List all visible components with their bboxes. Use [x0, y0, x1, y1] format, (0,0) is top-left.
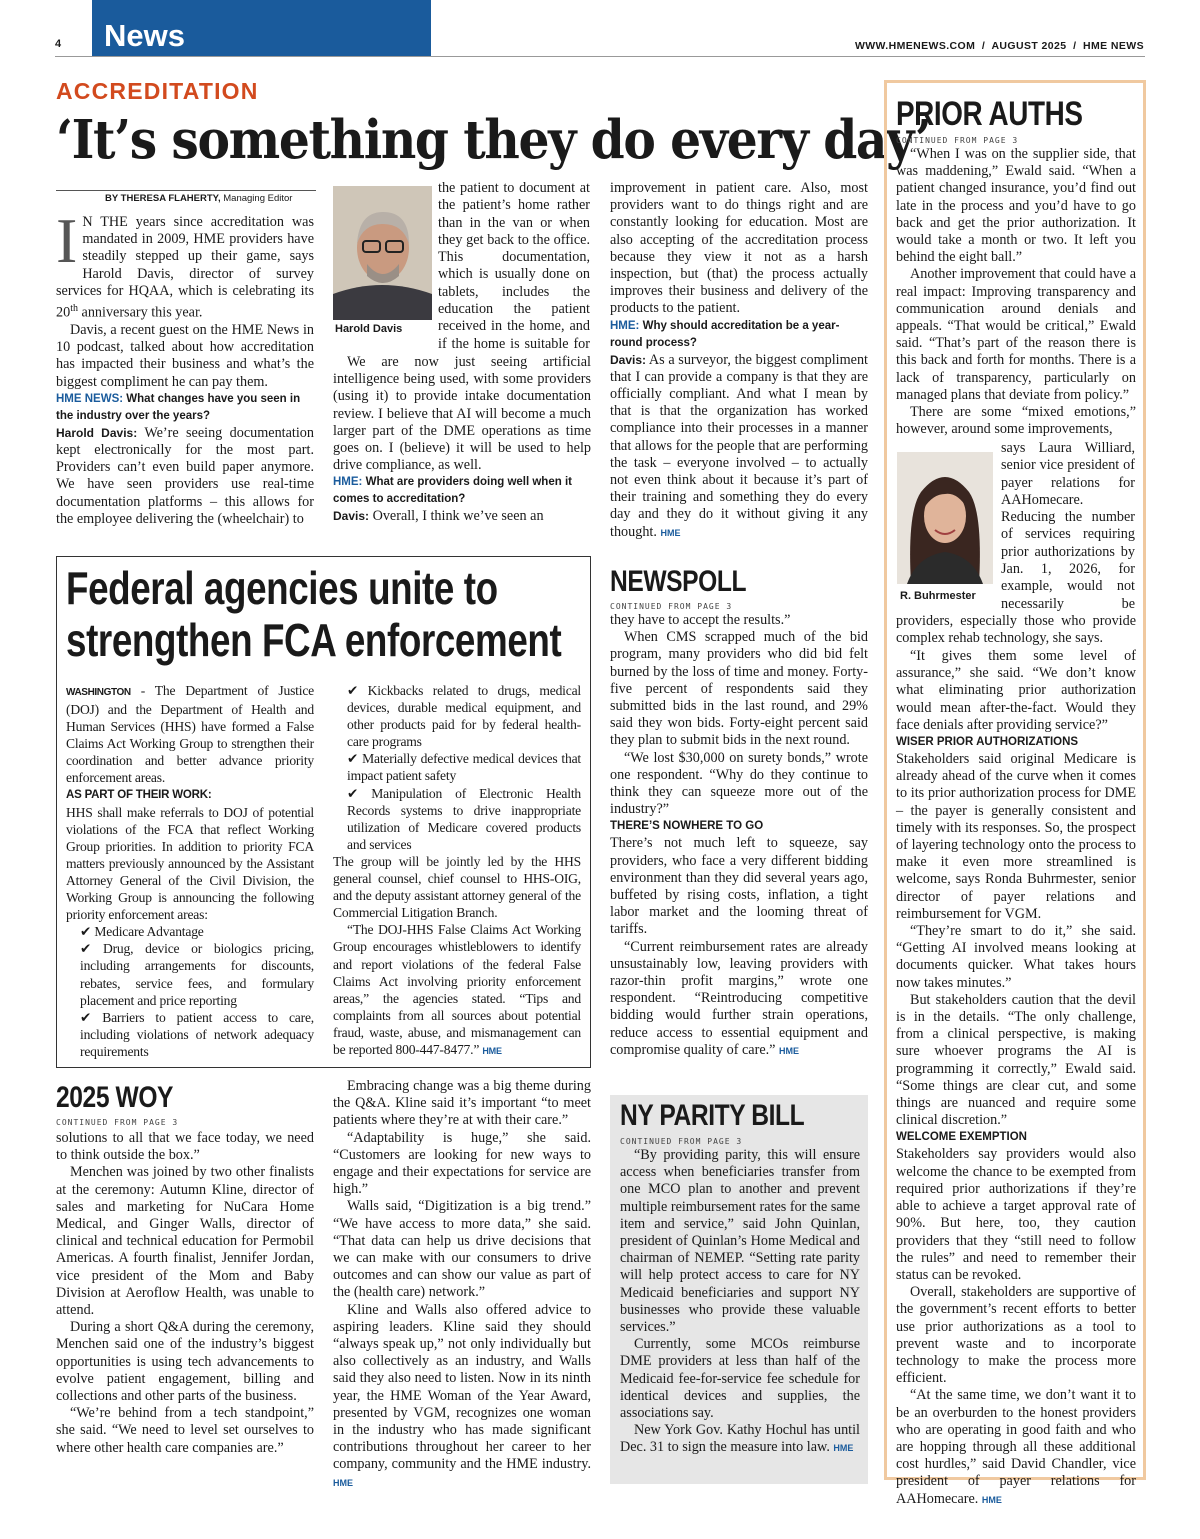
prior-auths-column-c	[896, 613, 1136, 647]
prior-auths-subhead: WISER PRIOR AUTHORIZATIONS	[896, 736, 1079, 749]
prior-auths-paragraph: Stakeholders say providers would also welcome the chance to be exempted from required prior authorizations if they’re able to achieve a target approval rate of 90%. But here, too, they caution providers that they “still need to follow the rules” and need to remember their status can be revoked.	[896, 1146, 1136, 1283]
newspoll-paragraph: When CMS scrapped much of the bid program, many providers who did bid felt burned by the loss of time and money. Forty-five percent of respondents said they submitted bids in the last round, and 29% said they won bids. Forty-eight percent said they plan to submit bids in the next round.	[610, 629, 868, 749]
woy-paragraph: During a short Q&A during the ceremony, Menchen said one of the industry’s biggest opportunities is using tech advancements to evolve patient engagement, billing and collections and other parts of the business.	[56, 1319, 314, 1405]
lead-answer: Davis: Overall, I think we’ve seen an	[333, 508, 544, 525]
fca-list-item: ✔ Medicare Advantage	[80, 924, 204, 940]
newspoll-continued: CONTINUED FROM PAGE 3	[610, 602, 733, 611]
prior-auths-column-a	[896, 146, 1136, 438]
newspoll-paragraph: “We lost $30,000 on surety bonds,” wrote one respondent. “Why do they continue to think they can squeeze more out of the industry?”	[610, 749, 868, 818]
folio: WWW.HMENEWS.COM / AUGUST 2025 / HME NEWS	[854, 40, 1144, 52]
lead-question: HME: Why should accreditation be a year-round process?	[610, 319, 840, 349]
woy-paragraph: “We’re behind from a tech standpoint,” she said. “We need to level set ourselves to where other health care companies are.”	[56, 1405, 314, 1456]
prior-auths-paragraph: Stakeholders said original Medicare is already ahead of the curve when it comes to its prior authorization process for DME – the payer is generally consistent and timely with its responses. So, the prospect of layering technology onto the process to make it even more streamlined is welcome, says Ronda Buhrmester, senior director of payer relations and reimbursement for VGM.	[896, 751, 1136, 922]
woy-paragraph: “Adaptability is huge,” she said. “Customers are looking for new ways to engage and their expectations for service are high.”	[333, 1129, 591, 1198]
drop-cap: I	[56, 205, 78, 276]
prior-auths-paragraph: “At the same time, we don’t want it to be an overburden to the honest providers who are operating in good faith and who are hopping through all these additional cost hurdles,” said David Chandler, vice president of payer relations for AAHomecare. HME	[896, 1387, 1136, 1507]
byline-name: BY THERESA FLAHERTY,	[105, 193, 221, 204]
fca-subhead: AS PART OF THEIR WORK:	[66, 788, 212, 801]
harold-davis-photo	[333, 186, 432, 320]
harold-davis-caption: Harold Davis	[335, 323, 403, 335]
prior-auths-column-d	[896, 648, 1136, 1509]
parity-paragraph: Currently, some MCOs reimburse DME providers at less than half of the Medicaid fee-for-service fee schedule for identical devices and supplies, the associations say.	[620, 1336, 860, 1422]
byline	[105, 193, 292, 204]
hme-end-mark: HME	[333, 1477, 353, 1488]
page-number: 4	[55, 38, 62, 50]
dateline: WASHINGTON	[66, 687, 131, 698]
parity-headline: NY PARITY BILL	[620, 1099, 805, 1132]
prior-auths-paragraph: “It gives them some level of assurance,” she said. “We don’t know what eliminating prior authorization would mean after-the-fact. Would they face denials after providing service?”	[896, 648, 1136, 733]
lead-paragraph: We are now just seeing artificial intelligence being used, with some providers (using it) to provide intake documentation review. I believe that AI will become a much larger part of the DME operations as time goes on. I (believe) it will be used to help drive compliance, as well.	[333, 354, 591, 474]
lead-paragraph: improvement in patient care. Also, most providers want to do things right and are constantly looking for education. Most are also accepting of the accreditation process because they view it not as a harsh inspection, but (that) the process actually improves their business and delivery of the products to the patient.	[610, 180, 868, 317]
parity-column	[620, 1147, 860, 1458]
woy-headline: 2025 WOY	[56, 1081, 174, 1114]
woy-paragraph: Embracing change was a big theme during the Q&A. Kline said it’s important “to meet patients where they’re at with their care.”	[333, 1078, 591, 1129]
hme-end-mark: HME	[981, 1494, 1002, 1505]
prior-auths-headline: PRIOR AUTHS	[896, 95, 1083, 133]
newspoll-headline: NEWSPOLL	[610, 565, 747, 598]
lead-column-1	[56, 205, 314, 528]
prior-auths-paragraph: There are some “mixed emotions,” however, around some improvements,	[896, 404, 1136, 438]
prior-auths-paragraph: “When I was on the supplier side, that was maddening,” Ewald said. “When a patient changed insurance, you’d find out late in the process and you’d have to go back and get the prior authorization. It would take a month or two. It left you behind the eight ball.”	[896, 146, 1136, 266]
hme-end-mark: HME	[660, 527, 681, 538]
lead-answer: Davis: As a surveyor, the biggest compliment that I can provide a company is that they are officially compliant. And what I mean by that is that the organization has worked compliance into their processes in a manner that allows for the people that are performing the task – everyone involved – to actually not even think about it because it’s part of their training and something they do every day and they do it without giving it any thought. HME	[610, 351, 868, 540]
prior-auths-paragraph: Another improvement that could have a real impact: Improving transparency and communication around denials and appeals. “That would be critical,” Ewald said. “That’s part of the reason there is this back and forth for months. There is a lack of transparency, particularly on managed plans that deviate from policy.”	[896, 266, 1136, 403]
prior-auths-column-b	[1001, 440, 1135, 613]
prior-auths-paragraph: Overall, stakeholders are supportive of the government’s recent efforts to better use prior authorizations as a tool to prevent waste and to incorporate technology to make the process more efficient.	[896, 1284, 1136, 1387]
fca-list-item: ✔ Kickbacks related to drugs, medical devices, durable medical equipment, and other products paid for by federal health-care programs	[347, 683, 581, 750]
byline-role: Managing Editor	[220, 193, 293, 204]
woy-paragraph: solutions to all that we face today, we need to think outside the box.”	[56, 1130, 314, 1164]
newspoll-subhead: THERE’S NOWHERE TO GO	[610, 820, 764, 833]
buhrmester-photo	[897, 452, 993, 584]
prior-auths-paragraph: “They’re smart to do it,” she said. “Getting AI involved means looking at documents quicker. What takes hours now takes minutes.”	[896, 923, 1136, 991]
lead-question: HME NEWS: What changes have you seen in the industry over the years?	[56, 392, 301, 422]
fca-list-item: ✔ Drug, device or biologics pricing, including arrangements for discounts, rebates, service fees, and formulary placement and price reporting	[80, 941, 314, 1008]
woy-column-1	[56, 1130, 314, 1457]
fca-column-1	[66, 682, 314, 1060]
woy-paragraph: Walls said, “Digitization is a big trend.” “We have access to more data,” she said. “That data can help us drive decisions that we can make with our consumers to drive outcomes and can show our value as part of the (health care) network.”	[333, 1198, 591, 1301]
fca-paragraph: HHS shall make referrals to DOJ of potential violations of the FCA that reflect Working Group priorities. In addition to priority FCA matters previously announced by the Assistant Attorney General of the Civil Division, the Working Group is announcing the following priority enforcement areas:	[66, 804, 314, 923]
fca-list-item: ✔ Barriers to patient access to care, including violations of network adequacy requirements	[80, 1009, 314, 1059]
lead-answer: Harold Davis: We’re seeing documentation kept electronically for the most part. Providers can’t even build paper anymore. We have seen providers use real-time documentation platforms – this allows for the employee delivering the (wheelchair) to	[56, 424, 314, 527]
section-tab	[92, 0, 431, 56]
lead-intro: I N THE years since accreditation was mandated in 2009, HME providers have steadily stepped up their game, says Harold Davis, director of survey services for HQAA, which is celebrating its 20th anniversary this year.	[56, 205, 314, 321]
kicker: ACCREDITATION	[56, 78, 259, 104]
woy-column-2	[333, 1078, 591, 1492]
hme-end-mark: HME	[833, 1443, 854, 1454]
newspoll-paragraph: they have to accept the results.”	[610, 612, 791, 628]
parity-paragraph: “By providing parity, this will ensure access when beneficiaries transfer from one MCO plan to another and prevent multiple reimbursement rates for the same item and service,” said John Quinlan, president of Quinlan’s Home Medical and chairman of NEMEP. “Setting rate parity will help protect access to care for NY Medicaid beneficiaries and support NY businesses who provide these valuable services.”	[620, 1147, 860, 1336]
header-rule	[55, 56, 1145, 57]
fca-paragraph: “The DOJ-HHS False Claims Act Working Group encourages whistleblowers to identify and report violations of the federal False Claims Act involving priority enforcement areas,” the agencies stated. “Tips and complaints from all sources about potential fraud, waste, abuse, and mismanagement can be reported 800-447-8477.” HME	[333, 922, 581, 1057]
lead-question: HME: What are providers doing well when it comes to accreditation?	[333, 476, 572, 506]
fca-paragraph: WASHINGTON - The Department of Justice (DOJ) and the Department of Health and Human Services (HHS) have formed a False Claims Act Working Group to strengthen their coordination and better advance priority enforcement areas.	[66, 683, 314, 786]
section-label: News	[104, 18, 185, 53]
lead-column-2a	[438, 180, 590, 353]
lead-column-3	[610, 180, 868, 542]
fca-list-item: ✔ Manipulation of Electronic Health Records systems to drive inappropriate utilization of Medicare covered products and services	[347, 785, 581, 852]
fca-list-item: ✔ Materially defective medical devices that impact patient safety	[347, 751, 581, 784]
byline-rule	[56, 190, 316, 191]
prior-auths-paragraph: providers, especially those who provide complex rehab technology, she says.	[896, 613, 1136, 647]
hme-end-mark: HME	[482, 1045, 502, 1056]
prior-auths-subhead: WELCOME EXEMPTION	[896, 1131, 1027, 1144]
lead-column-2b	[333, 354, 591, 526]
woy-paragraph: Kline and Walls also offered advice to aspiring leaders. Kline said they should “always speak up,” not only individually but also collectively as an industry, and Walls said they also need to listen. Now in its ninth year, the HME Woman of the Year Award, presented by VGM, recognizes one woman in the industry who has made significant contributions throughout her career to her company, community and the HME industry. HME	[333, 1301, 591, 1488]
prior-auths-continued: CONTINUED FROM PAGE 3	[896, 136, 1019, 145]
fca-paragraph: The group will be jointly led by the HHS general counsel, chief counsel to HHS-OIG, and the deputy assistant attorney general of the Commercial Litigation Branch.	[333, 853, 581, 921]
parity-paragraph: New York Gov. Kathy Hochul has until Dec. 31 to sign the measure into law. HME	[620, 1422, 860, 1456]
newspoll-paragraph: There’s not much left to squeeze, say providers, who face a very different bidding environment than they did several years ago, buffeted by rising costs, inflation, a tight labor market and the looming threat of tariffs.	[610, 835, 868, 938]
hme-end-mark: HME	[779, 1045, 800, 1056]
fca-headline: Federal agencies unite to strengthen FCA enforcement	[66, 562, 562, 666]
lead-headline: ‘It’s something they do every day’	[56, 109, 931, 171]
fca-column-2	[333, 682, 581, 1060]
lead-paragraph: Davis, a recent guest on the HME News in 10 podcast, talked about how accreditation has impacted their business and what’s the biggest compliment he can pay them.	[56, 321, 314, 390]
prior-auths-paragraph: says Laura Williard, senior vice president of payer relations for AAHomecare. Reducing the number of services requiring prior authorizations by Jan. 1, 2026, for example, would not necessarily be	[1001, 440, 1135, 612]
lead-paragraph: the patient to document at the patient’s home rather than in the van or when they get back to the office. This documentation, which is usually done on tablets, includes the education the patient received in the home, and if the home is suitable for	[438, 180, 590, 352]
woy-paragraph: Menchen was joined by two other finalists at the ceremony: Autumn Kline, director of sales and marketing for NuCara Home Medical, and Ginger Walls, director of clinical and technical education for Permobil Americas. A fourth finalist, Jennifer Jordan, vice president of the Mom and Baby Division at Aeroflow Health, was unable to attend.	[56, 1164, 314, 1319]
newspoll-column	[610, 612, 868, 1060]
newspoll-paragraph: “Current reimbursement rates are already unsustainably low, leaving providers with razor-thin profit margins,” wrote one respondent. “Reintroducing competitive bidding would further strain operations, reduce access to essential equipment and compromise quality of care.” HME	[610, 938, 868, 1058]
parity-continued: CONTINUED FROM PAGE 3	[620, 1137, 743, 1146]
buhrmester-caption: R. Buhrmester	[900, 590, 976, 602]
woy-continued: CONTINUED FROM PAGE 3	[56, 1118, 179, 1127]
prior-auths-paragraph: But stakeholders caution that the devil is in the details. “The only challenge, from a clinical perspective, is making sure whoever programs the AI is programming it correctly,” Ewald said. “Some things are clear cut, and some things are nuanced and require some clinical discretion.”	[896, 991, 1136, 1129]
